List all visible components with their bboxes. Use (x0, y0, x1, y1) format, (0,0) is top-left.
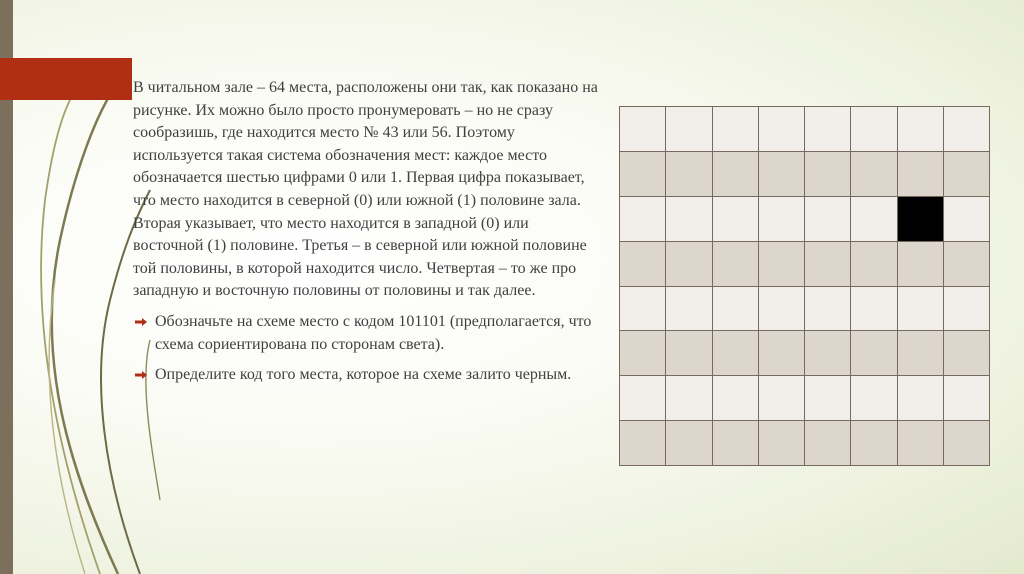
seat-cell[interactable] (944, 107, 989, 151)
seat-cell[interactable] (666, 107, 711, 151)
slide-body (133, 77, 603, 395)
seat-cell[interactable] (851, 242, 896, 286)
arrow-bullet-icon (135, 371, 147, 379)
seat-cell[interactable] (713, 421, 758, 465)
task-item-2 (133, 364, 603, 387)
seat-cell[interactable] (898, 421, 943, 465)
seat-cell[interactable] (759, 376, 804, 420)
seat-cell[interactable] (620, 107, 665, 151)
seat-cell[interactable] (805, 242, 850, 286)
task-text-2: Определите код того места, которое на схеме залито черным. (155, 366, 572, 384)
reading-hall-seat-grid (619, 106, 990, 466)
seat-cell[interactable] (898, 376, 943, 420)
seat-cell[interactable] (851, 331, 896, 375)
seat-cell[interactable] (898, 107, 943, 151)
seat-cell[interactable] (620, 376, 665, 420)
seat-cell[interactable] (666, 152, 711, 196)
seat-cell[interactable] (944, 152, 989, 196)
seat-cell[interactable] (620, 197, 665, 241)
seat-cell[interactable] (898, 287, 943, 331)
task-list (133, 311, 603, 387)
seat-cell[interactable] (851, 152, 896, 196)
seat-cell[interactable] (944, 376, 989, 420)
seat-cell[interactable] (713, 242, 758, 286)
seat-cell[interactable] (898, 331, 943, 375)
seat-cell[interactable] (805, 331, 850, 375)
seat-cell[interactable] (620, 287, 665, 331)
seat-cell[interactable] (666, 331, 711, 375)
seat-cell[interactable] (666, 287, 711, 331)
task-text-1: Обозначьте на схеме место с кодом 101101 (предполагается, что схема сориентирована по сторонам света). (155, 312, 592, 353)
seat-cell[interactable] (944, 421, 989, 465)
seat-cell[interactable] (759, 242, 804, 286)
task-item-1 (133, 311, 603, 356)
seat-cell[interactable] (851, 421, 896, 465)
seat-cell[interactable] (759, 197, 804, 241)
seat-cell[interactable] (713, 107, 758, 151)
seat-cell[interactable] (898, 152, 943, 196)
seat-cell[interactable] (713, 287, 758, 331)
seat-cell[interactable] (713, 152, 758, 196)
seat-cell[interactable] (666, 421, 711, 465)
seat-cell[interactable] (713, 331, 758, 375)
seat-cell[interactable] (944, 287, 989, 331)
seat-cell[interactable] (944, 242, 989, 286)
seat-cell[interactable] (620, 152, 665, 196)
seat-cell[interactable] (666, 376, 711, 420)
seat-cell[interactable] (851, 376, 896, 420)
seat-cell[interactable] (805, 197, 850, 241)
seat-cell[interactable] (944, 331, 989, 375)
seat-cell[interactable] (898, 242, 943, 286)
seat-cell[interactable] (666, 242, 711, 286)
seat-cell[interactable] (944, 197, 989, 241)
seat-cell[interactable] (805, 376, 850, 420)
seat-cell[interactable] (759, 287, 804, 331)
seat-cell[interactable] (666, 197, 711, 241)
seat-cell[interactable] (851, 197, 896, 241)
seat-cell[interactable] (805, 152, 850, 196)
seat-cell[interactable] (713, 197, 758, 241)
arrow-bullet-icon (135, 318, 147, 326)
seat-cell-filled[interactable] (898, 197, 943, 241)
seat-cell[interactable] (620, 242, 665, 286)
description-paragraph: В читальном зале – 64 места, расположены они так, как показано на рисунке. Их можно было просто пронумеровать – но не сразу сообразишь, где находится место № 43 или 56. Поэтому используется такая система обозначения мест: каждое место обозначается шестью цифрами 0 или 1. Первая цифра показывает, что место находится в северной (0) или южной (1) половине зала. Вторая указывает, что место находится в западной (0) или восточной (1) половине. Третья – в северной или южной половине той половины, в которой находится число. Четвертая – то же про западную и восточную половины от половины и так далее. (133, 79, 598, 300)
seat-cell[interactable] (805, 287, 850, 331)
seat-cell[interactable] (805, 107, 850, 151)
seat-cell[interactable] (805, 421, 850, 465)
seat-cell[interactable] (851, 287, 896, 331)
seat-cell[interactable] (759, 107, 804, 151)
seat-cell[interactable] (759, 152, 804, 196)
title-accent-tab (0, 58, 132, 100)
seat-cell[interactable] (620, 331, 665, 375)
seat-cell[interactable] (759, 421, 804, 465)
seat-cell[interactable] (713, 376, 758, 420)
seat-cell[interactable] (620, 421, 665, 465)
seat-cell[interactable] (851, 107, 896, 151)
seat-cell[interactable] (759, 331, 804, 375)
